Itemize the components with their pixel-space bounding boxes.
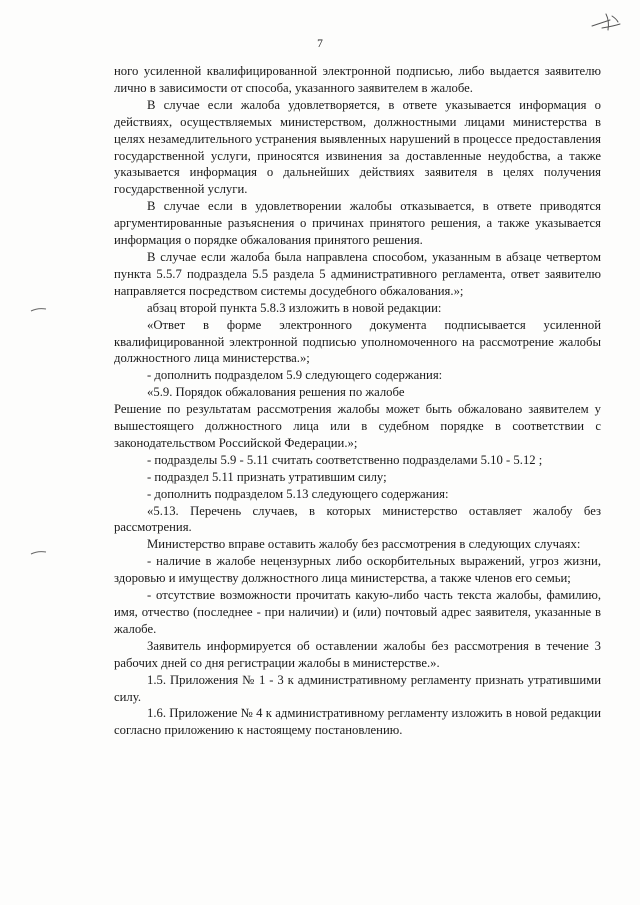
paragraph: 1.5. Приложения № 1 - 3 к административному регламенту признать утратившими силу. bbox=[114, 672, 601, 704]
paragraph: - отсутствие возможности прочитать какую-либо часть текста жалобы, фамилию, имя, отчество (последнее - при наличии) и (или) почтовый адрес заявителя, указанные в жалобе. bbox=[114, 588, 601, 636]
paragraph: - подразделы 5.9 - 5.11 считать соответственно подразделами 5.10 - 5.12 ; bbox=[147, 452, 543, 467]
handwritten-mark-icon bbox=[588, 10, 624, 34]
margin-scan-mark-icon bbox=[30, 305, 48, 315]
paragraph: «5.9. Порядок обжалования решения по жалобе bbox=[147, 385, 405, 400]
paragraph: В случае если жалоба была направлена способом, указанным в абзаце четвертом пункта 5.5.7 подраздела 5.5 раздела 5 административного регламента, ответ заявителю направляется посредством системы досудебного обжалования.»; bbox=[114, 249, 601, 298]
paragraph: Решение по результатам рассмотрения жалобы может быть обжаловано заявителем у вышестоящего должностного лица или в судебном порядке в соответствии с законодательством Российской Федерации.»; bbox=[114, 402, 601, 450]
paragraph: «5.13. Перечень случаев, в которых министерство оставляет жалобу без рассмотрения. bbox=[114, 503, 601, 535]
paragraph: В случае если жалоба удовлетворяется, в ответе указывается информация о действиях, осуществляемых министерством, должностными лицами министерства в целях незамедлительного устранения выявленных нарушений в процессе предоставления государственной услуги, приносятся извинения за доставленные неудобства, а также указывается информация о дальнейших действиях заявителя в целях получения государственной услуги. bbox=[114, 97, 601, 197]
margin-scan-mark-icon bbox=[30, 548, 48, 558]
paragraph: - дополнить подразделом 5.13 следующего содержания: bbox=[147, 486, 449, 501]
paragraph: - наличие в жалобе нецензурных либо оскорбительных выражений, угроз жизни, здоровью и имуществу должностного лица министерства, а также членов его семьи; bbox=[114, 554, 601, 586]
paragraph: - дополнить подразделом 5.9 следующего содержания: bbox=[147, 368, 443, 383]
page-number: 7 bbox=[317, 38, 323, 50]
paragraph: Министерство вправе оставить жалобу без рассмотрения в следующих случаях: bbox=[147, 537, 581, 552]
paragraph: Заявитель информируется об оставлении жалобы без рассмотрения в течение 3 рабочих дней со дня регистрации жалобы в министерстве.». bbox=[114, 638, 601, 670]
paragraph: абзац второй пункта 5.8.3 изложить в новой редакции: bbox=[147, 300, 442, 315]
paragraph: 1.6. Приложение № 4 к административному регламенту изложить в новой редакции согласно приложению к настоящему постановлению. bbox=[114, 706, 601, 738]
paragraph: ного усиленной квалифицированной электронной подписью, либо выдается заявителю лично в зависимости от способа, указанного заявителем в жалобе. bbox=[114, 64, 601, 95]
paragraph: В случае если в удовлетворении жалобы отказывается, в ответе приводятся аргументированные разъяснения о причинах принятого решения, а также указывается информация о порядке обжалования принятого решения. bbox=[114, 199, 601, 248]
paragraph: - подраздел 5.11 признать утратившим силу; bbox=[147, 469, 387, 484]
paragraph: «Ответ в форме электронного документа подписывается усиленной квалифицированной электронной подписью уполномоченного на рассмотрение жалобы должностного лица министерства.»; bbox=[114, 317, 601, 366]
document-body bbox=[114, 63, 601, 739]
